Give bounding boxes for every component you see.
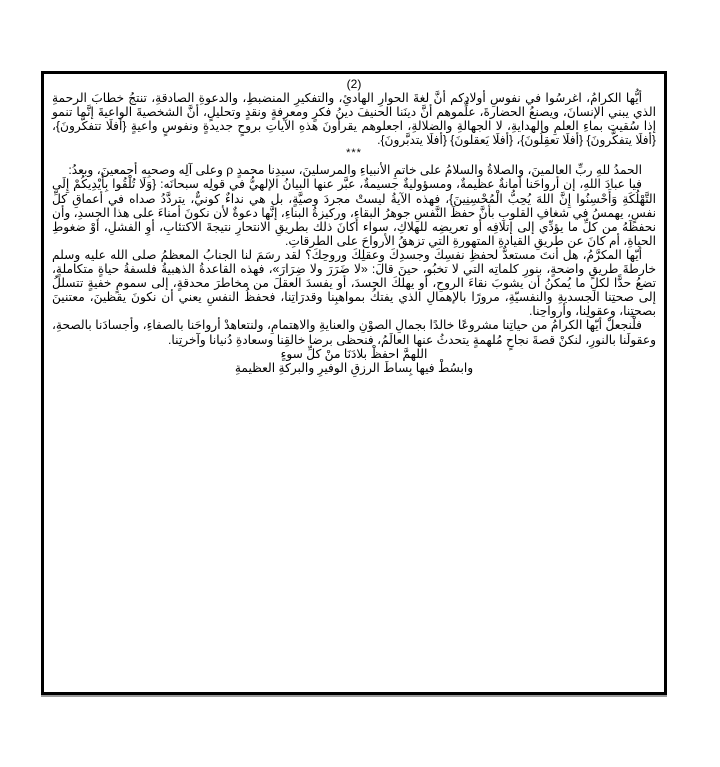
body-paragraph-1: فيا عبادَ اللهِ، إن أرواحَنا أمانةٌ عظيمةٌ، ومسؤوليةٌ جسيمةٌ، عبَّر عنها البيانُ الإلهيُّ في قولِه سبحانَه: {وَلَا تُلْقُوا بِأَيْدِيكُمْ إِلَى التَّهْلُكَةِ وَأَحْسِنُوا إِنَّ اللهَ يُحِبُّ الْمُحْسِنِينَ}، فهذه الآيةُ ليستْ مجردَ وصيَّةٍ، بل هي نداءٌ كونيٌّ، يتردَّدُ صداه في أعماقِ كلِّ نفسٍ، يهمسُ في شغافِ القلوبِ بأنَّ حفظَ النَّفسِ جوهرُ البقاءِ، وركيزةُ البناءِ، إنَّها دعوةٌ لأن نكونَ أمناءَ على هذا الجسدِ، وأن نحفظَهُ من كلِّ ما يؤدِّي إلى إتلافِه أو تعريضِه للهلاكِ، سواء أكانَ ذلك بطريقِ الانتحارِ نتيجةَ الاكتئابِ، أوِ الفشلِ، أوْ ضغوطِ الحياةِ، أم كانَ عن طريقِ القيادةِ المتهورةِ التي تزهقُ الأرواحَ على الطرقاتِ.	[52, 177, 656, 248]
dua-line-1: اللهمَّ احفظْ بلادَنَا منْ كلِّ سوءٍ	[280, 346, 428, 361]
opening-paragraph: الحمدُ للهِ ربِّ العالمينَ، والصلاةُ والسلامُ على خاتمِ الأنبياءِ والمرسلينَ، سيدِنا محمدٍ ρ وعلى آلِه وصحبِه أجمعينَ، وبعدُ:	[68, 163, 642, 178]
body-paragraph-3: فلْنجعلْ أيّها الكرامُ من حياتِنا مشروعًا خالدًا بجمالِ الصوْنِ والعنايةِ والاهتمامِ، ولنتعاهدْ أرواحَنا بالصفاءِ، وأجسادَنا بالصحةِ، وعقولَنا بالنورِ، لنكنْ قصةَ نجاحٍ مُلهمةٍ يتحدثُ عنها العالَمُ، فنحظى برضا خالقِنا وسعادةِ دُنيانا وآخرتِنا.	[52, 318, 656, 347]
document-frame	[41, 71, 667, 695]
body-paragraph-2: أيّها المكرَّمُ، هل أنتَ مستعدٌّ لحفظِ نفسِكَ وجسدِكَ وعقلِكَ وروحِكَ؟ لقد رسَمَ لنا الجنابُ المعظمُ صلى الله عليه وسلم خارطةَ طريقٍ واضحةٍ، بنورِ كلماتِه التي لا تخبُو، حينَ قالَ: «لا ضَرَرَ ولا ضِرَارَ»، فهذه القاعدةُ الذهبيةُ فلسفةُ حياةٍ متكاملةٍ، تضعُ حدًّا لكلِ ما يُمكنُ أن يشوبَ نقاءَ الروحِ، أو يهلكَ الجسدَ، أو يفسدَ العقلَ من مخاطرَ محدقةٍ، إلى سمومٍ خفيةٍ تتسللُ إلى صحتِنا الجسديةِ والنفسيّةِ، مرورًا بالإهمالِ الذي يفتكُ بمواهبِنا وقدرَاتِنا، فحفظُ النفسِ يعني أن نكونَ يقظينَ، معتنينَ بصحتِنا، وعقولِنا، وأرواحِنا.	[52, 247, 656, 319]
document-body	[44, 74, 664, 375]
dua-line-2: وابسُطْ فيها بِساطَ الرزقِ الوفيرِ والبركةِ العظيمةِ	[234, 360, 474, 375]
intro-paragraph: أيُّها الكرامُ، اغرسُوا في نفوسِ أولادِكم أنَّ لغةَ الحوارِ الهادئِ، والتفكيرِ المنضبطِ، والدعوةِ الصادقةِ، تنتجُ خطابَ الرحمةِ الذي يبني الإنسانَ، ويصنعُ الحضارةَ، علِّموهم أنَّ دينَنا الحنيفَ دينُ فكرٍ ومعرفةٍ ونقدٍ وتحليلٍ، أنَّ الشخصيةَ الواعيةَ إنَّما تنمو إذا سُقيت بماءِ العلمِ والهدايةِ، لا الجهالةِ والضلالةِ، اجعلوهم يقرأونَ هذهِ الآياتِ بروحٍ جديدةٍ ونفوسٍ واعيةٍ {أفلَا تتفكَّرونَ}، {أفلَا يتفكَّرونَ} {أفلَا تعقِلُونَ}، {أفلَا يَعقلونَ} {أفلَا يتدبَّرونَ}.	[52, 91, 656, 148]
section-separator: ***	[346, 147, 362, 160]
page-number: (2)	[346, 77, 362, 91]
